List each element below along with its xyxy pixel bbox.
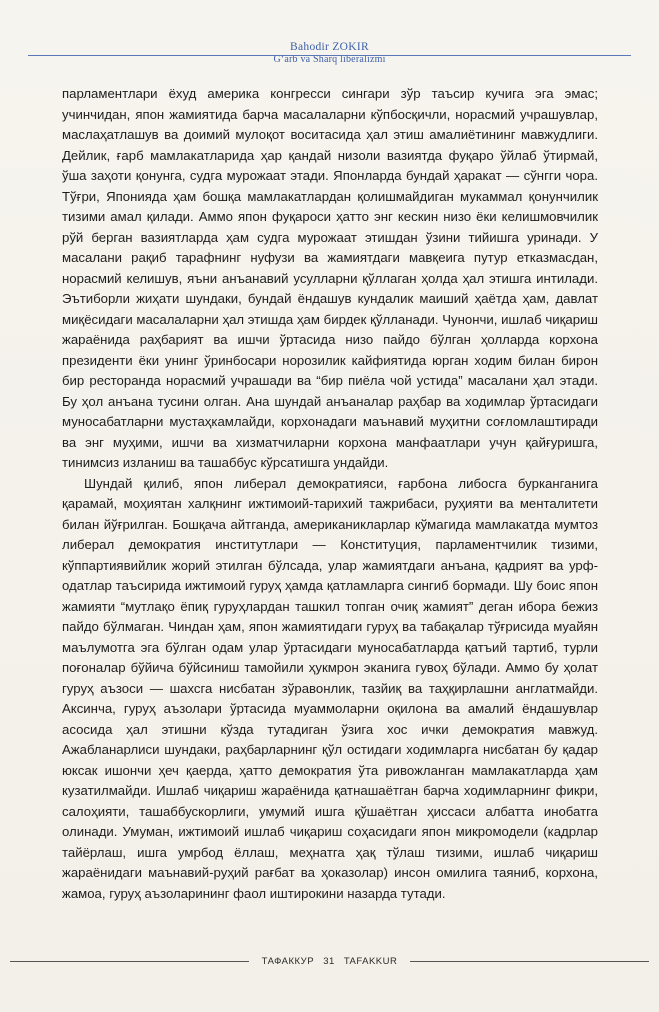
footer-label [249, 956, 411, 967]
paragraph: парламентлари ёхуд америка конгресси сингари зўр таъсир кучига эга эмас; учинчидан, япон жамиятида барча масалаларни кўпбосқичли, норасмий учрашувлар, маслаҳатлашув ва доимий мулоқот воситасида ҳал этиш амалиётининг мавжудлиги. Дейлик, ғарб мамлакатларида ҳар қандай низоли вазиятда фуқаро ўйлаб ўтирмай, ўша заҳоти қонунга, судга мурожаат этади. Японларда бундай ҳаракат — сўнгги чора. Тўғри, Японияда ҳам бошқа мамлакатлардан қолишмайдиган мукаммал қонунчилик тизими амал қилади. Аммо япон фуқароси ҳатто энг кескин низо ёки келишмовчилик рўй берган вазиятларда ҳам судга мурожаат этишдан ўзини тийишга уринади. У масалани рақиб тарафнинг нуфузи ва жамиятдаги мавқеига путур етказмасдан, норасмий келишув, яъни анъанавий усулларни қўллаган ҳолда ҳал этишга интилади. Эътиборли жиҳати шундаки, бундай ёндашув кундалик маиший ҳаётда ҳам, давлат миқёсидаги масалаларни ҳал этишда ҳам бирдек қўлланади. Чунончи, ишлаб чиқариш жараёнида раҳбарият ва ишчи ўртасида низо пайдо бўлган ҳолларда корхона президенти ёки унинг ўринбосари норозилик кайфиятида юрган ходим билан бирон бир ресторанда норасмий учрашади ва “бир пиёла чой устида” масалани ҳал этади. Бу ҳол анъана тусини олган. Ана шундай анъаналар раҳбар ва ходимлар ўртасидаги муносабатларни мустаҳкамлайди, корхонадаги маънавий муҳитни соғломлаштиради ва энг муҳими, ишчи ва хизматчиларни корхона манфаатлари учун қайғуришга, тинимсиз изланиш ва ташаббус кўрсатишга ундайди. [62, 86, 598, 470]
article-title: G‘arb va Sharq liberalizmi [273, 54, 386, 66]
running-head [0, 40, 659, 67]
header-rule [28, 55, 631, 56]
article-body [62, 84, 598, 904]
footer-rule-left [10, 961, 249, 962]
journal-name-latin: TAFAKKUR [343, 955, 398, 967]
paragraph: Шундай қилиб, япон либерал демократияси, ғарбона либосга бурканганига қарамай, моҳиятан халқнинг ижтимоий-тарихий тажрибаси, руҳияти ва менталитети билан йўғрилган. Бошқача айтганда, американикларлар кўмагида мамлакатда мумтоз либерал демократия институтлари — Конституция, парламентчилик тизими, кўппартиявийлик жорий этилган бўлсада, улар жамиятдаги анъана, қадрият ва урф-одатлар таъсирида ижтимоий гуруҳ ҳамда қатламларга сингиб бормади. Шу боис япон жамияти “мутлақо ёпиқ гуруҳлардан ташкил топган очиқ жамият” деган ибора бежиз пайдо бўлмаган. Чиндан ҳам, япон жамиятидаги гуруҳ ва табақалар тўғрисида муайян маълумотга эга бўлган одам улар ўртасидаги муносабатларда қатъий тартиб, турли поғоналар бўйича бўйсиниш тамойили ҳукмрон эканига гувоҳ бўлади. Аммо бу ҳолат гуруҳ аъзоси — шахсга нисбатан зўравонлик, тазйиқ ва таҳқирлашни англатмайди. Аксинча, гуруҳ аъзолари ўртасида муаммоларни оқилона ва амалий ёндашувлар асосида ҳал этишни кўзда тутадиган ўзига хос ички демократия мавжуд. Ажабланарлиси шундаки, раҳбарларнинг қўл остидаги ходимларга нисбатан бу қадар юксак ишончи ҳеч қаерда, ҳатто демократия ўта ривожланган мамлакатларда ҳам кузатилмайди. Ишлаб чиқариш жараёнида қатнашаётган барча ходимларнинг фикри, салоҳияти, ташаббускорлиги, умумий ишга қўшаётган ҳиссаси албатта инобатга олинади. Умуман, ижтимоий ишлаб чиқариш соҳасидаги япон микромодели (кадрлар тайёрлаш, ишга умрбод ёллаш, меҳнатга ҳақ тўлаш тизими, ишлаб чиқариш жараёнидаги маънавий-руҳий рағбат ва ҳоказолар) инсон омилига таяниб, корхона, жамоа, гуруҳ аъзоларининг фаол иштирокини назарда тутади. [62, 475, 598, 901]
journal-name-cyrillic: ТАФАККУР [261, 955, 315, 967]
page-number: 31 [323, 955, 335, 967]
footer-rule-right [410, 961, 649, 962]
page-footer [10, 955, 649, 967]
author-name: Bahodir ZOKIR [290, 41, 369, 53]
